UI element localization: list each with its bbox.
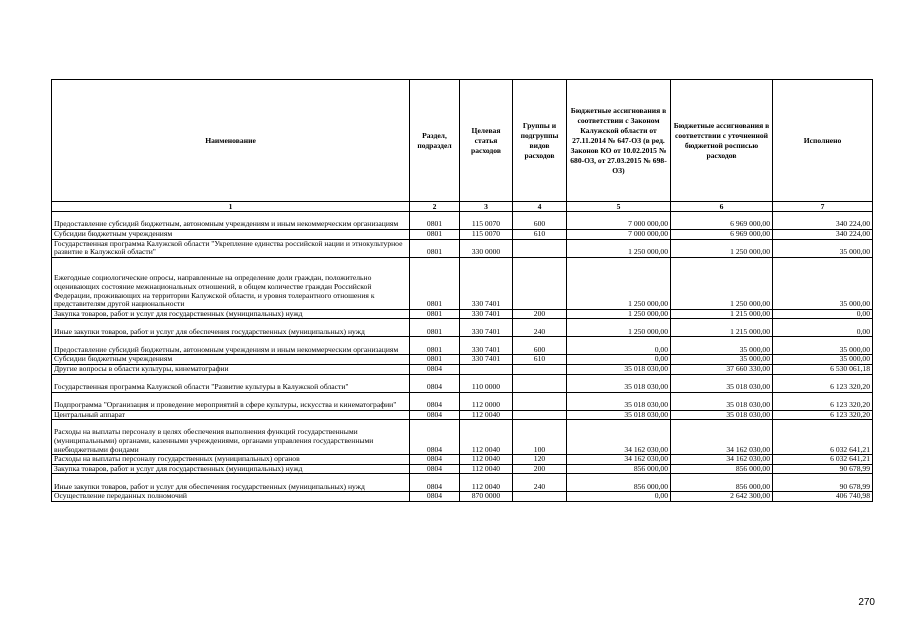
cell-target: 112 0040 xyxy=(460,420,513,455)
cell-section: 0801 xyxy=(410,230,460,240)
cell-executed: 340 224,00 xyxy=(773,230,873,240)
cell-name: Центральный аппарат xyxy=(52,410,410,420)
cell-executed: 6 032 641,21 xyxy=(773,455,873,465)
col-number: 5 xyxy=(567,202,671,212)
cell-budget-law: 34 162 030,00 xyxy=(567,420,671,455)
cell-budget-law: 0,00 xyxy=(567,355,671,365)
cell-name: Расходы на выплаты персоналу государственных (муниципальных) органов xyxy=(52,455,410,465)
cell-section: 0801 xyxy=(410,355,460,365)
cell-name: Расходы на выплаты персоналу в целях обеспечения выполнения функций государственными (муниципальными) органами, казенными учреждениями, органами управления государственными внебюджетными фондами xyxy=(52,420,410,455)
cell-budget-law: 35 018 030,00 xyxy=(567,364,671,374)
cell-target: 112 0040 xyxy=(460,464,513,474)
cell-name: Субсидии бюджетным учреждениям xyxy=(52,355,410,365)
cell-budget-law: 7 000 000,00 xyxy=(567,212,671,230)
cell-executed: 90 678,99 xyxy=(773,464,873,474)
cell-name: Иные закупки товаров, работ и услуг для обеспечения государственных (муниципальных) нужд xyxy=(52,474,410,492)
cell-group xyxy=(513,257,567,309)
table-row xyxy=(52,230,873,240)
table-row xyxy=(52,319,873,337)
cell-section: 0804 xyxy=(410,374,460,392)
cell-executed: 340 224,00 xyxy=(773,212,873,230)
cell-section: 0804 xyxy=(410,392,460,410)
cell-group xyxy=(513,364,567,374)
cell-executed: 6 032 641,21 xyxy=(773,420,873,455)
cell-budget-law: 35 018 030,00 xyxy=(567,392,671,410)
col-number: 4 xyxy=(513,202,567,212)
cell-executed: 35 000,00 xyxy=(773,239,873,257)
table-row xyxy=(52,392,873,410)
cell-name: Другие вопросы в области культуры, кинематографии xyxy=(52,364,410,374)
table-row xyxy=(52,410,873,420)
cell-section: 0801 xyxy=(410,337,460,355)
cell-target: 330 7401 xyxy=(460,319,513,337)
cell-executed: 35 000,00 xyxy=(773,355,873,365)
cell-executed: 90 678,99 xyxy=(773,474,873,492)
cell-budget-refined: 35 018 030,00 xyxy=(671,410,773,420)
table-row xyxy=(52,474,873,492)
header-name: Наименование xyxy=(52,80,410,202)
col-number: 7 xyxy=(773,202,873,212)
cell-budget-refined: 856 000,00 xyxy=(671,464,773,474)
cell-group xyxy=(513,392,567,410)
table-row xyxy=(52,212,873,230)
cell-executed: 0,00 xyxy=(773,319,873,337)
cell-name: Государственная программа Калужской области "Укрепление единства российской нации и этнокультурное развитие в Калужской области" xyxy=(52,239,410,257)
table-row xyxy=(52,455,873,465)
cell-executed: 35 000,00 xyxy=(773,257,873,309)
cell-budget-law: 856 000,00 xyxy=(567,474,671,492)
col-number: 3 xyxy=(460,202,513,212)
table-row xyxy=(52,337,873,355)
cell-budget-law: 0,00 xyxy=(567,492,671,502)
cell-group xyxy=(513,374,567,392)
cell-executed: 6 123 320,20 xyxy=(773,410,873,420)
cell-budget-refined: 37 660 330,00 xyxy=(671,364,773,374)
cell-group: 200 xyxy=(513,309,567,319)
cell-budget-law: 0,00 xyxy=(567,337,671,355)
header-groups: Группы и подгруппы видов расходов xyxy=(513,80,567,202)
cell-budget-refined: 1 250 000,00 xyxy=(671,257,773,309)
cell-budget-refined: 35 000,00 xyxy=(671,355,773,365)
cell-target: 112 0040 xyxy=(460,455,513,465)
table-row xyxy=(52,355,873,365)
header-section: Раздел, подраздел xyxy=(410,80,460,202)
cell-name: Субсидии бюджетным учреждениям xyxy=(52,230,410,240)
cell-section: 0801 xyxy=(410,239,460,257)
cell-group: 240 xyxy=(513,319,567,337)
cell-budget-law: 1 250 000,00 xyxy=(567,309,671,319)
cell-target: 112 0000 xyxy=(460,392,513,410)
cell-section: 0801 xyxy=(410,319,460,337)
cell-budget-refined: 34 162 030,00 xyxy=(671,455,773,465)
cell-budget-law: 7 000 000,00 xyxy=(567,230,671,240)
cell-budget-refined: 1 250 000,00 xyxy=(671,239,773,257)
header-budget-refined: Бюджетные ассигнования в соответствии с уточненной бюджетной росписью расходов xyxy=(671,80,773,202)
cell-name: Ежегодные социологические опросы, направленные на определение доли граждан, положительно оценивающих состояние межнациональных отношений, в общем количестве граждан Российской Федерации, проживающих на территории Калужской области, и уровня толерантного отношения к представителям другой национальности xyxy=(52,257,410,309)
header-executed: Исполнено xyxy=(773,80,873,202)
column-number-row xyxy=(52,202,873,212)
table-row xyxy=(52,374,873,392)
table-body xyxy=(52,212,873,502)
cell-target: 115 0070 xyxy=(460,212,513,230)
cell-budget-refined: 1 215 000,00 xyxy=(671,319,773,337)
cell-target: 330 7401 xyxy=(460,309,513,319)
cell-group: 600 xyxy=(513,337,567,355)
cell-group: 200 xyxy=(513,464,567,474)
cell-target: 110 0000 xyxy=(460,374,513,392)
cell-name: Закупка товаров, работ и услуг для государственных (муниципальных) нужд xyxy=(52,309,410,319)
cell-name: Иные закупки товаров, работ и услуг для обеспечения государственных (муниципальных) нужд xyxy=(52,319,410,337)
cell-section: 0804 xyxy=(410,420,460,455)
cell-budget-refined: 856 000,00 xyxy=(671,474,773,492)
cell-budget-refined: 6 969 000,00 xyxy=(671,212,773,230)
cell-target: 112 0040 xyxy=(460,410,513,420)
table-row xyxy=(52,420,873,455)
cell-budget-law: 35 018 030,00 xyxy=(567,374,671,392)
cell-target: 330 7401 xyxy=(460,257,513,309)
cell-target: 115 0070 xyxy=(460,230,513,240)
table-row xyxy=(52,364,873,374)
cell-budget-law: 1 250 000,00 xyxy=(567,319,671,337)
cell-section: 0804 xyxy=(410,410,460,420)
cell-executed: 0,00 xyxy=(773,309,873,319)
cell-budget-refined: 6 969 000,00 xyxy=(671,230,773,240)
cell-group xyxy=(513,239,567,257)
cell-section: 0801 xyxy=(410,309,460,319)
cell-name: Предоставление субсидий бюджетным, автономным учреждениям и иным некоммерческим организациям xyxy=(52,337,410,355)
cell-executed: 6 123 320,20 xyxy=(773,392,873,410)
cell-executed: 406 740,98 xyxy=(773,492,873,502)
cell-section: 0804 xyxy=(410,474,460,492)
budget-table xyxy=(51,79,873,502)
header-budget-law: Бюджетные ассигнования в соответствии с Законом Калужской области от 27.11.2014 № 647-ОЗ (в ред. Законов КО от 10.02.2015 № 680-ОЗ, от 27.03.2015 № 698-ОЗ) xyxy=(567,80,671,202)
cell-target xyxy=(460,364,513,374)
cell-group xyxy=(513,410,567,420)
cell-name: Предоставление субсидий бюджетным, автономным учреждениям и иным некоммерческим организациям xyxy=(52,212,410,230)
cell-target: 330 7401 xyxy=(460,337,513,355)
table-row xyxy=(52,257,873,309)
cell-budget-refined: 35 000,00 xyxy=(671,337,773,355)
cell-name: Закупка товаров, работ и услуг для государственных (муниципальных) нужд xyxy=(52,464,410,474)
cell-target: 330 0000 xyxy=(460,239,513,257)
cell-section: 0804 xyxy=(410,464,460,474)
cell-name: Государственная программа Калужской области "Развитие культуры в Калужской области" xyxy=(52,374,410,392)
table-row xyxy=(52,492,873,502)
header-target: Целевая статья расходов xyxy=(460,80,513,202)
cell-group: 100 xyxy=(513,420,567,455)
cell-executed: 6 123 320,20 xyxy=(773,374,873,392)
cell-budget-refined: 34 162 030,00 xyxy=(671,420,773,455)
cell-budget-law: 1 250 000,00 xyxy=(567,239,671,257)
cell-group: 610 xyxy=(513,355,567,365)
cell-target: 330 7401 xyxy=(460,355,513,365)
cell-group: 610 xyxy=(513,230,567,240)
table-row xyxy=(52,239,873,257)
cell-section: 0804 xyxy=(410,364,460,374)
header-row xyxy=(52,80,873,202)
cell-budget-refined: 1 215 000,00 xyxy=(671,309,773,319)
table-row xyxy=(52,464,873,474)
cell-group: 120 xyxy=(513,455,567,465)
col-number: 2 xyxy=(410,202,460,212)
cell-name: Осуществление переданных полномочий xyxy=(52,492,410,502)
cell-budget-law: 34 162 030,00 xyxy=(567,455,671,465)
cell-budget-refined: 35 018 030,00 xyxy=(671,374,773,392)
table-row xyxy=(52,309,873,319)
cell-section: 0804 xyxy=(410,455,460,465)
cell-section: 0804 xyxy=(410,492,460,502)
page-number: 270 xyxy=(858,597,875,608)
cell-budget-law: 1 250 000,00 xyxy=(567,257,671,309)
cell-executed: 6 530 061,18 xyxy=(773,364,873,374)
cell-section: 0801 xyxy=(410,212,460,230)
cell-budget-law: 856 000,00 xyxy=(567,464,671,474)
cell-target: 870 0000 xyxy=(460,492,513,502)
cell-group: 600 xyxy=(513,212,567,230)
cell-section: 0801 xyxy=(410,257,460,309)
cell-target: 112 0040 xyxy=(460,474,513,492)
cell-group xyxy=(513,492,567,502)
cell-group: 240 xyxy=(513,474,567,492)
col-number: 6 xyxy=(671,202,773,212)
cell-name: Подпрограмма "Организация и проведение мероприятий в сфере культуры, искусства и кинематографии" xyxy=(52,392,410,410)
cell-executed: 35 000,00 xyxy=(773,337,873,355)
cell-budget-refined: 35 018 030,00 xyxy=(671,392,773,410)
col-number: 1 xyxy=(52,202,410,212)
cell-budget-refined: 2 642 300,00 xyxy=(671,492,773,502)
cell-budget-law: 35 018 030,00 xyxy=(567,410,671,420)
